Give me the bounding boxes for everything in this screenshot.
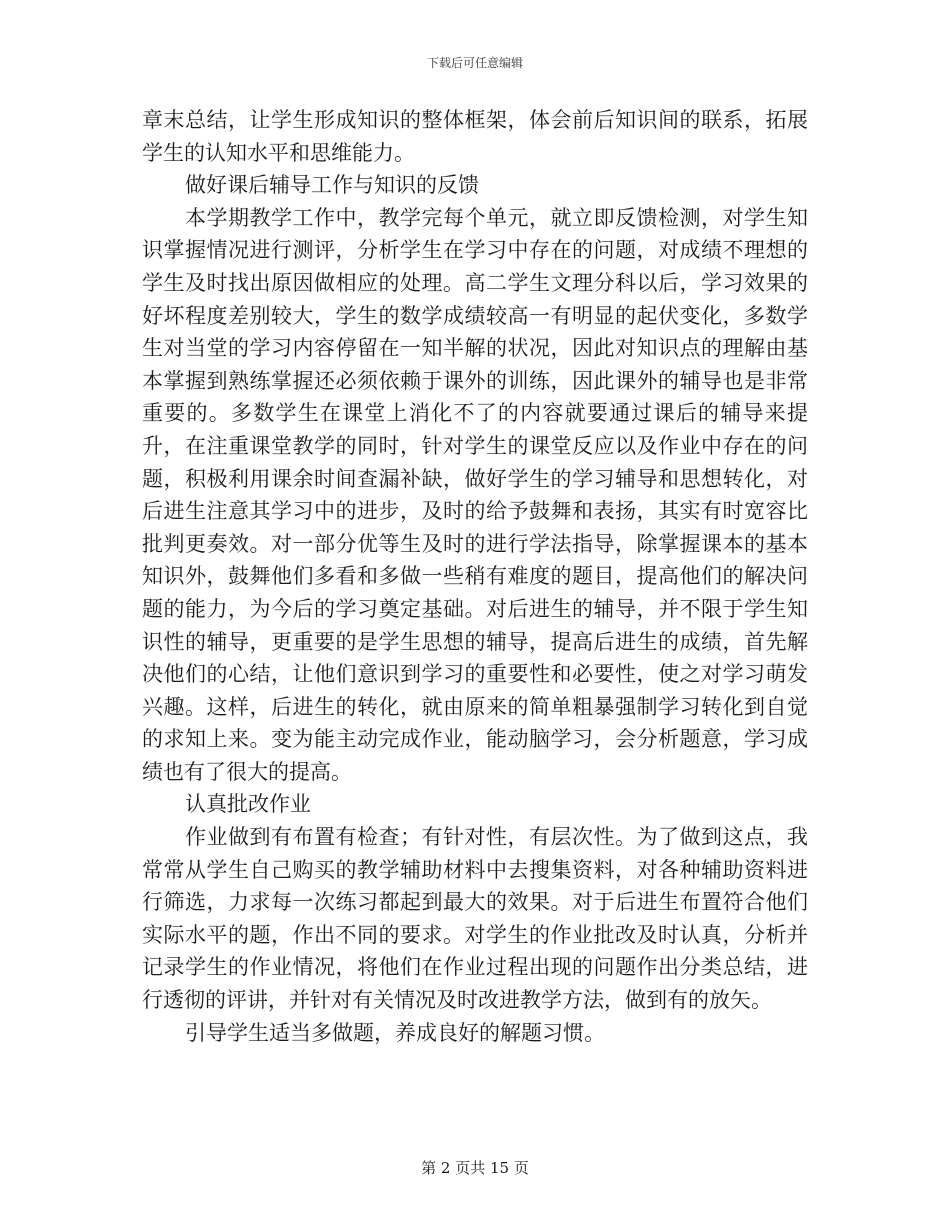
- paragraph-1: 章末总结，让学生形成知识的整体框架，体会前后知识间的联系，拓展学生的认知水平和思维能力。: [142, 108, 808, 165]
- paragraph-tutoring-feedback: 本学期教学工作中，教学完每个单元，就立即反馈检测，对学生知识掌握情况进行测评，分析学生在学习中存在的问题，对成绩不理想的学生及时找出原因做相应的处理。高二学生文理分科以后，学习效果的好坏程度差别较大，学生的数学成绩较高一有明显的起伏变化，多数学生对当堂的学习内容停留在一知半解的状况，因此对知识点的理解由基本掌握到熟练掌握还必须依赖于课外的训练，因此课外的辅导也是非常重要的。多数学生在课堂上消化不了的内容就要通过课后的辅导来提升，在注重课堂教学的同时，针对学生的课堂反应以及作业中存在的问题，积极利用课余时间查漏补缺，做好学生的学习辅导和思想转化，对后进生注意其学习中的进步，及时的给予鼓舞和表扬，其实有时宽容比批判更奏效。对一部分优等生及时的进行学法指导，除掌握课本的基本知识外，鼓舞他们多看和多做一些稍有难度的题目，提高他们的解决问题的能力，为今后的学习奠定基础。对后进生的辅导，并不限于学生知识性的辅导，更重要的是学生思想的辅导，提高后进生的成绩，首先解决他们的心结，让他们意识到学习的重要性和必要性，使之对学习萌发兴趣。这样，后进生的转化，就由原来的简单粗暴强制学习转化到自觉的求知上来。变为能主动完成作业，能动脑学习，会分析题意，学习成绩也有了很大的提高。: [142, 205, 808, 784]
- page-number-footer: 第 2 页共 15 页: [421, 1159, 529, 1177]
- document-body: [142, 104, 808, 1049]
- paragraph-homework: 作业做到有布置有检查；有针对性，有层次性。为了做到这点，我常常从学生自己购买的教学辅助材料中去搜集资料，对各种辅助资料进行筛选，力求每一次练习都起到最大的效果。对于后进生布置符合他们实际水平的题，作出不同的要求。对学生的作业批改及时认真，分析并记录学生的作业情况，将他们在作业过程出现的问题作出分类总结，进行透彻的评讲，并针对有关情况及时改进教学方法，做到有的放矢。: [142, 825, 808, 1013]
- heading-after-class-tutoring: 做好课后辅导工作与知识的反馈: [185, 173, 479, 198]
- paragraph-guide-practice: 引导学生适当多做题，养成良好的解题习惯。: [185, 1020, 605, 1045]
- page-header: 下载后可任意编辑: [426, 56, 523, 70]
- heading-homework-correction: 认真批改作业: [185, 792, 311, 817]
